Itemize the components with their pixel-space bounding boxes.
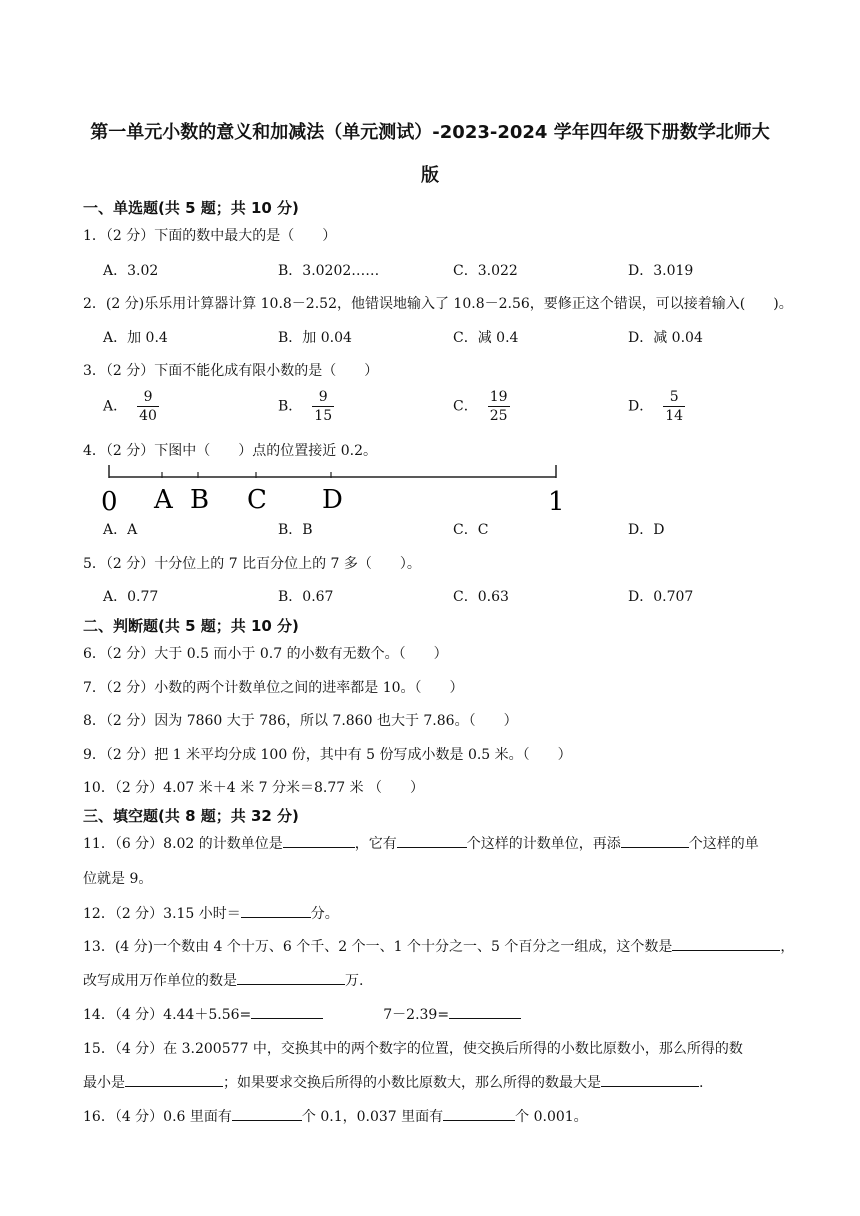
question-2: 2．(2 分)乐乐用计算器计算 10.8－2.52，他错误地输入了 10.8－2.56，要修正这个错误，可以接着输入( )。 — [83, 296, 793, 312]
q12-text-2: 分。 — [310, 906, 339, 922]
question-6: 6．（2 分）大于 0.5 而小于 0.7 的小数有无数个。（ ） — [83, 646, 448, 662]
number-line-figure — [100, 460, 570, 516]
label-0: 0 — [101, 487, 118, 516]
question-15-line-2 — [83, 1072, 703, 1092]
section-header-single-choice: 一、单选题(共 5 题；共 10 分) — [83, 199, 299, 217]
question-7: 7．（2 分）小数的两个计数单位之间的进率都是 10。（ ） — [83, 680, 464, 696]
question-11-line-2: 位就是 9。 — [83, 871, 153, 887]
label-d: D — [322, 485, 343, 515]
answer-blank[interactable] — [397, 834, 467, 848]
question-15: 15．（4 分）在 3.200577 中，交换其中的两个数字的位置，使交换后所得的小数比原数小，那么所得的数 — [83, 1041, 743, 1057]
fraction-numerator: 19 — [489, 389, 508, 405]
q1-option-c: C．3.022 — [453, 263, 518, 279]
q15-text-2: 最小是 — [83, 1075, 125, 1091]
page-title-line2: 版 — [421, 165, 439, 186]
q3-option-b — [278, 388, 334, 425]
q11-text-1: 11．（6 分）8.02 的计数单位是 — [83, 836, 283, 852]
q12-text-1: 12．（2 分）3.15 小时＝ — [83, 906, 241, 922]
question-4: 4．（2 分）下图中（ ）点的位置接近 0.2。 — [83, 443, 377, 459]
q15-text-3: ；如果要求交换后所得的小数比原数大，那么所得的数最大是 — [223, 1075, 601, 1091]
question-14 — [83, 1004, 521, 1024]
q3-option-a — [103, 388, 159, 425]
q3-option-d-fraction — [663, 388, 685, 425]
fraction-denominator: 40 — [139, 408, 157, 424]
fraction-numerator: 9 — [143, 389, 153, 405]
q3-option-a-fraction — [137, 388, 159, 425]
answer-blank[interactable] — [232, 1107, 302, 1121]
q5-option-d: D．0.707 — [628, 589, 694, 605]
question-1: 1．（2 分）下面的数中最大的是（ ） — [83, 228, 337, 244]
q3-option-d — [628, 388, 685, 425]
q3-option-a-letter: A． — [103, 398, 128, 415]
q2-option-a: A．加 0.4 — [103, 330, 168, 346]
question-8: 8．（2 分）因为 7860 大于 786，所以 7.860 也大于 7.86。（ ） — [83, 713, 518, 729]
q14-text-1: 14．（4 分）4.44＋5.56= — [83, 1007, 252, 1023]
question-12 — [83, 903, 339, 923]
question-9: 9．（2 分）把 1 米平均分成 100 份，其中有 5 份写成小数是 0.5 米。（ ） — [83, 747, 572, 763]
label-1: 1 — [548, 487, 565, 516]
fraction-denominator: 25 — [489, 408, 508, 424]
q3-option-c — [453, 388, 510, 425]
q1-option-a: A．3.02 — [103, 263, 159, 279]
q11-text-2: ，它有 — [354, 836, 397, 852]
page-title-line1: 第一单元小数的意义和加减法（单元测试）-2023-2024 学年四年级下册数学北师大 — [90, 122, 770, 143]
fraction-numerator: 5 — [669, 389, 679, 405]
answer-blank[interactable] — [449, 1005, 521, 1019]
label-a: A — [154, 485, 173, 515]
q1-option-d: D．3.019 — [628, 263, 694, 279]
q11-text-3: 个这样的计数单位，再添 — [466, 836, 621, 852]
question-3: 3．（2 分）下面不能化成有限小数的是（ ） — [83, 363, 379, 379]
q2-option-c: C．减 0.4 — [453, 330, 519, 346]
q1-option-b: B．3.0202…… — [278, 263, 380, 279]
q16-text-3: 个 0.001。 — [515, 1109, 588, 1125]
q3-option-d-letter: D． — [628, 398, 654, 415]
q15-text-4: . — [699, 1075, 704, 1091]
q16-text-2: 个 0.1，0.037 里面有 — [301, 1109, 444, 1125]
question-11 — [83, 833, 759, 853]
q13-text-1: 13．(4 分)一个数由 4 个十万、6 个千、2 个一、1 个十分之一、5 个百分之一组成，这个数是 — [83, 939, 673, 955]
question-13 — [83, 936, 794, 956]
q14-text-2: 7－2.39= — [383, 1007, 450, 1023]
question-5: 5．（2 分）十分位上的 7 比百分位上的 7 多（ ）。 — [83, 556, 421, 572]
answer-blank[interactable] — [283, 834, 355, 848]
q13-text-4: 万. — [345, 973, 364, 989]
question-10: 10．（2 分）4.07 米＋4 米 7 分米＝8.77 米 （ ） — [83, 780, 425, 796]
q4-option-b: B．B — [278, 522, 313, 538]
q5-option-c: C．0.63 — [453, 589, 509, 605]
question-13-line-2 — [83, 970, 363, 990]
answer-blank[interactable] — [601, 1073, 699, 1087]
question-16 — [83, 1106, 588, 1126]
q13-text-3: 改写成用万作单位的数是 — [83, 973, 237, 989]
answer-blank[interactable] — [621, 834, 689, 848]
q16-text-1: 16．（4 分）0.6 里面有 — [83, 1109, 232, 1125]
q13-text-2: ， — [780, 939, 795, 955]
q2-option-d: D．减 0.04 — [628, 330, 703, 346]
label-c: C — [247, 485, 267, 515]
fraction-denominator: 14 — [665, 408, 684, 424]
q3-option-c-fraction — [488, 388, 510, 425]
q4-option-c: C．C — [453, 522, 489, 538]
answer-blank[interactable] — [443, 1107, 515, 1121]
answer-blank[interactable] — [672, 937, 780, 951]
answer-blank[interactable] — [251, 1005, 323, 1019]
answer-blank[interactable] — [125, 1073, 223, 1087]
fraction-denominator: 15 — [314, 408, 333, 424]
fraction-numerator: 9 — [318, 389, 328, 405]
q2-option-b: B．加 0.04 — [278, 330, 352, 346]
section-header-true-false: 二、判断题(共 5 题；共 10 分) — [83, 617, 299, 635]
label-b: B — [190, 485, 210, 515]
q3-option-b-letter: B． — [278, 398, 303, 415]
q3-option-c-letter: C． — [453, 398, 478, 415]
answer-blank[interactable] — [241, 904, 311, 918]
answer-blank[interactable] — [237, 971, 345, 985]
q5-option-a: A．0.77 — [103, 589, 159, 605]
q11-text-4: 个这样的单 — [688, 836, 759, 852]
q4-option-d: D．D — [628, 522, 665, 538]
q3-option-b-fraction — [312, 388, 334, 425]
section-header-fill-in: 三、填空题(共 8 题；共 32 分) — [83, 807, 299, 825]
q5-option-b: B．0.67 — [278, 589, 334, 605]
q4-option-a: A．A — [103, 522, 138, 538]
